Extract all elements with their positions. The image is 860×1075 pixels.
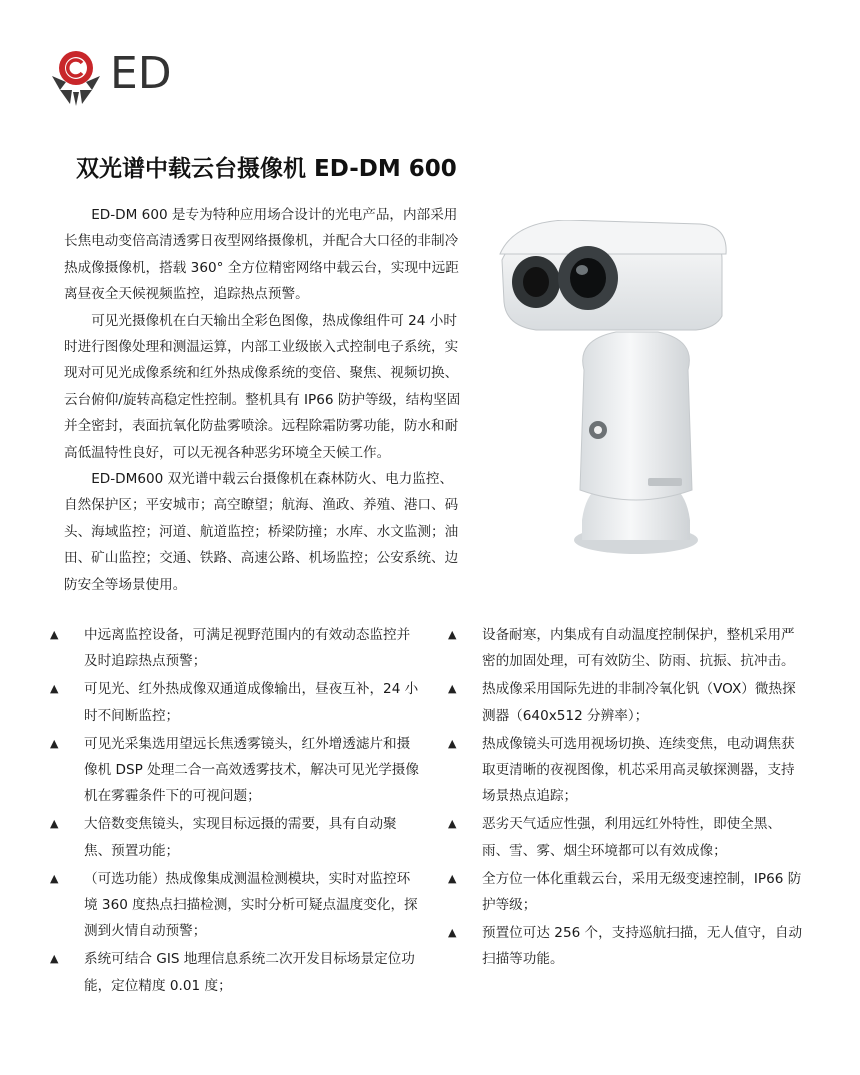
list-item [448,731,808,810]
intro-section [64,202,464,598]
list-item [50,946,420,998]
bullet-icon: ▲ [50,682,59,696]
bullet-icon: ▲ [50,628,59,641]
list-item [50,731,420,810]
brand-emblem-icon [46,46,106,108]
intro-paragraph: 可见光摄像机在白天输出全彩色图像，热成像组件可 24 小时时进行图像处理和测温运算，内部工业级嵌入式控制电子系统，实现对可见光成像系统和红外热成像系统的变倍、聚焦、视频切换、云台俯仰/旋转高稳定性控制。整机具有 IP66 防护等级，结构坚固并全密封，表面抗氧化防盐雾喷涂。远程除霜防雾功能，防水和耐高低温特性良好，可以无视各种恶劣环境全天候工作。 [64,312,461,461]
bullet-icon: ▲ [448,817,457,831]
list-item [448,920,808,972]
bullet-icon: ▲ [448,682,457,696]
list-item [448,622,808,674]
feature-text: 全方位一体化重载云台，采用无级变速控制，IP66 防护等级； [482,870,802,914]
feature-text: 设备耐寒，内集成有自动温度控制保护，整机采用严密的加固处理，可有效防尘、防雨、抗振、抗冲击。 [482,627,795,670]
bullet-icon: ▲ [448,628,457,641]
feature-text: 热成像采用国际先进的非制冷氧化钒（VOX）微热探测器（640x512 分辨率）； [482,681,796,724]
list-item [448,676,808,728]
list-item [50,622,420,674]
features-right [448,622,808,975]
bullet-icon: ▲ [50,817,59,831]
bullet-icon: ▲ [50,871,59,885]
features-left [50,622,420,1001]
bullet-icon: ▲ [448,926,457,940]
brand-logo-text: ED [110,48,172,99]
list-item [448,866,808,918]
list-item [50,676,420,728]
feature-text: 预置位可达 256 个，支持巡航扫描，无人值守，自动扫描等功能。 [482,925,803,968]
feature-text: 恶劣天气适应性强，利用远红外特性，即使全黑、雨、雪、雾、烟尘环境都可以有效成像； [482,816,782,859]
feature-text: 可见光采集选用望远长焦透雾镜头，红外增透滤片和摄像机 DSP 处理二合一高效透雾技术，解决可见光学摄像机在雾霾条件下的可视问题； [84,735,419,805]
list-item [50,811,420,863]
bullet-icon: ▲ [50,952,59,966]
feature-text: 可见光、红外热成像双通道成像输出，昼夜互补，24 小时不间断监控； [84,681,419,724]
list-item [50,866,420,945]
feature-text: （可选功能）热成像集成测温检测模块，实时对监控环境 360 度热点扫描检测，实时分析可疑点温度变化，探测到火情自动预警； [84,870,418,940]
intro-paragraph: ED-DM 600 是专为特种应用场合设计的光电产品，内部采用长焦电动变倍高清透雾日夜型网络摄像机，并配合大口径的非制冷热成像摄像机，搭载 360° 全方位精密网络中载云台，实现中远距离昼夜全天候视频监控，追踪热点预警。 [64,207,459,303]
feature-text: 热成像镜头可选用视场切换、连续变焦，电动调焦获取更清晰的夜视图像，机芯采用高灵敏探测器，支持场景热点追踪； [482,735,795,805]
feature-text: 系统可结合 GIS 地理信息系统二次开发目标场景定位功能，定位精度 0.01 度； [84,951,415,994]
intro-paragraph: ED-DM600 双光谱中载云台摄像机在森林防火、电力监控、自然保护区；平安城市；高空瞭望；航海、渔政、养殖、港口、码头、海域监控；河道、航道监控；桥梁防撞；水库、水文监测；油田、矿山监控；交通、铁路、高速公路、机场监控；公安系统、边防安全等场景使用。 [64,471,459,593]
list-item [448,811,808,863]
bullet-icon: ▲ [448,871,457,885]
brand-logo [46,46,176,108]
bullet-icon: ▲ [50,736,59,750]
feature-text: 大倍数变焦镜头，实现目标远摄的需要，具有自动聚焦、预置功能； [84,816,397,859]
bullet-icon: ▲ [448,736,457,750]
page-title: 双光谱中载云台摄像机 ED-DM 600 [76,156,457,182]
feature-text: 中远离监控设备，可满足视野范围内的有效动态监控并及时追踪热点预警； [84,627,411,670]
product-camera-image [496,220,826,580]
